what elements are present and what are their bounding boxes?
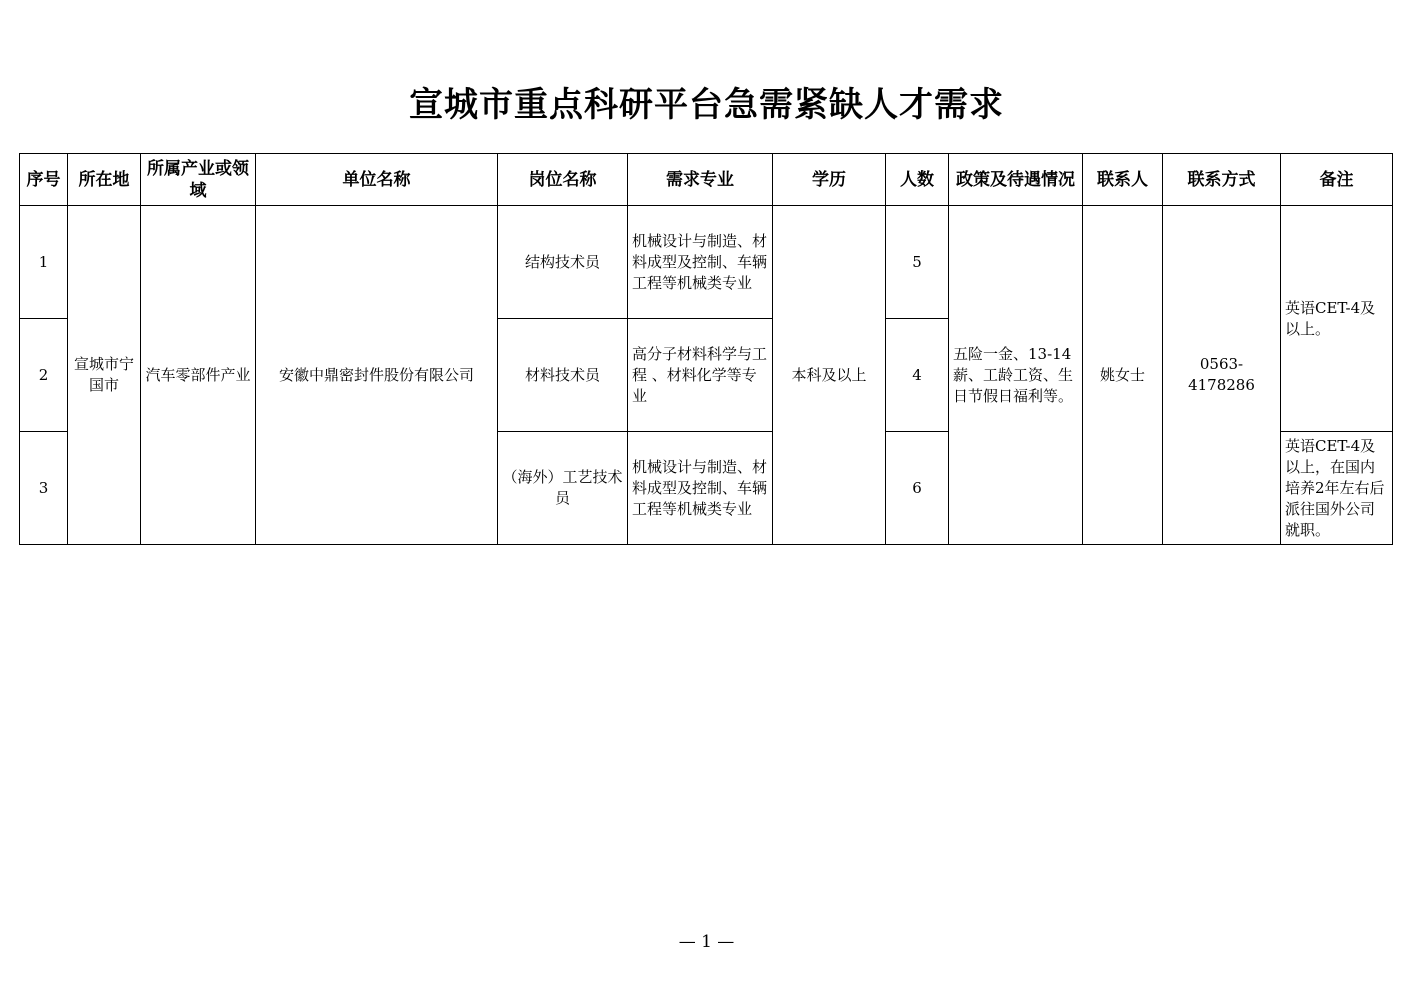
header-phone: 联系方式	[1163, 154, 1281, 206]
cell-position: 材料技术员	[498, 319, 628, 432]
cell-seq: 2	[20, 319, 68, 432]
header-policy: 政策及待遇情况	[949, 154, 1083, 206]
cell-location: 宣城市宁国市	[68, 206, 141, 545]
cell-position: 结构技术员	[498, 206, 628, 319]
cell-contact: 姚女士	[1083, 206, 1163, 545]
header-industry: 所属产业或领域	[141, 154, 256, 206]
cell-seq: 3	[20, 432, 68, 545]
cell-major: 机械设计与制造、材料成型及控制、车辆工程等机械类专业	[628, 432, 773, 545]
cell-industry: 汽车零部件产业	[141, 206, 256, 545]
table-header-row	[20, 154, 1393, 206]
talent-requirement-table	[19, 153, 1393, 545]
header-education: 学历	[773, 154, 886, 206]
cell-seq: 1	[20, 206, 68, 319]
header-major: 需求专业	[628, 154, 773, 206]
cell-major: 机械设计与制造、材料成型及控制、车辆工程等机械类专业	[628, 206, 773, 319]
cell-count: 5	[886, 206, 949, 319]
header-location: 所在地	[68, 154, 141, 206]
cell-phone: 0563-4178286	[1163, 206, 1281, 545]
page-title: 宣城市重点科研平台急需紧缺人才需求	[409, 85, 1004, 125]
cell-education: 本科及以上	[773, 206, 886, 545]
cell-position: （海外）工艺技术员	[498, 432, 628, 545]
cell-policy: 五险一金、13-14薪、工龄工资、生日节假日福利等。	[949, 206, 1083, 545]
header-org: 单位名称	[256, 154, 498, 206]
cell-remark: 英语CET-4及以上，在国内培养2年左右后派往国外公司就职。	[1281, 432, 1393, 545]
header-seq: 序号	[20, 154, 68, 206]
page-number: — 1 —	[678, 932, 735, 952]
cell-org: 安徽中鼎密封件股份有限公司	[256, 206, 498, 545]
cell-major: 高分子材料科学与工程 、材料化学等专业	[628, 319, 773, 432]
header-contact: 联系人	[1083, 154, 1163, 206]
cell-count: 4	[886, 319, 949, 432]
table-row	[20, 206, 1393, 319]
header-count: 人数	[886, 154, 949, 206]
header-remark: 备注	[1281, 154, 1393, 206]
header-position: 岗位名称	[498, 154, 628, 206]
cell-count: 6	[886, 432, 949, 545]
cell-remark: 英语CET-4及以上。	[1281, 206, 1393, 432]
